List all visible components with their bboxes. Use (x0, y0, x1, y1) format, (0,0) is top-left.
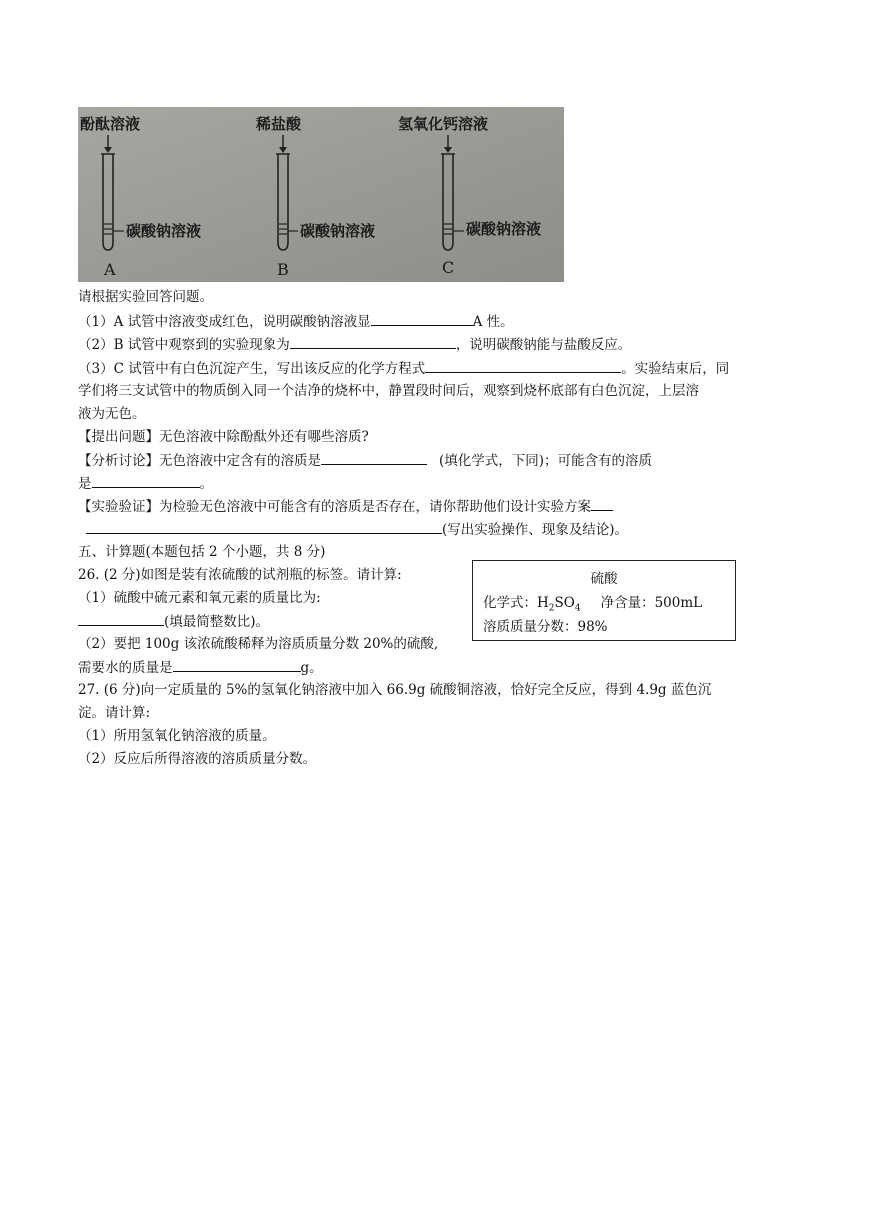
answer-blank-mass-ratio[interactable] (78, 610, 164, 626)
tube-letter-a: A (104, 260, 116, 279)
question-27-part2: （2）反应后所得溶液的溶质质量分数。 (78, 751, 317, 767)
answer-blank-possible-solute[interactable] (92, 472, 200, 488)
question-1: （1）A 试管中溶液变成红色，说明碳酸钠溶液显 A 性。 (78, 310, 514, 333)
label-net-content: 净含量：500mL (600, 595, 703, 611)
analysis-discussion-line2: 是 。 (78, 472, 213, 495)
question-27: 27. (6 分)向一定质量的 5%的氢氧化钠溶液中加入 66.9g 硫酸铜溶液，恰好完全反应，得到 4.9g 蓝色沉 (78, 682, 712, 698)
question-2: （2）B 试管中观察到的实验现象为 ，说明碳酸钠能与盐酸反应。 (78, 333, 631, 356)
question-26-part1: （1）硫酸中硫元素和氧元素的质量比为: (78, 590, 321, 606)
answer-blank-q3[interactable] (425, 357, 621, 373)
question-3-line2: 学们将三支试管中的物质倒入同一个洁净的烧杯中，静置段时间后，观察到烧杯底部有白色沉淀，上层溶 (78, 383, 699, 399)
experiment-verification: 【实验验证】为检验无色溶液中可能含有的溶质是否存在，请你帮助他们设计实验方案 (78, 495, 613, 518)
reagent-label-b: 稀盐酸 (256, 115, 302, 133)
raise-question: 【提出问题】无色溶液中除酚酞外还有哪些溶质? (78, 429, 369, 445)
answer-blank-certain-solute[interactable] (321, 449, 427, 465)
answer-blank-q1[interactable] (371, 310, 473, 326)
answer-blank-plan-start[interactable] (591, 495, 613, 511)
tube-content-label-a: 碳酸钠溶液 (126, 222, 202, 240)
section-5-heading: 五、计算题(本题包括 2 个小题，共 8 分) (78, 544, 326, 560)
reagent-bottle-label (472, 560, 736, 641)
question-3-line3: 液为无色。 (78, 406, 146, 422)
tube-letter-c: C (442, 258, 455, 277)
tube-content-label-b: 碳酸钠溶液 (300, 222, 376, 240)
label-mass-fraction: 溶质质量分数：98% (483, 619, 608, 635)
answer-blank-water-mass[interactable] (173, 656, 301, 672)
question-27-part1: （1）所用氢氧化钠溶液的质量。 (78, 728, 276, 744)
tube-content-label-c: 碳酸钠溶液 (466, 220, 542, 238)
reagent-label-a: 酚酞溶液 (80, 115, 141, 133)
label-title: 硫酸 (590, 571, 618, 587)
reagent-label-c: 氢氧化钙溶液 (398, 115, 489, 133)
test-tube-figure (78, 107, 564, 282)
question-27-line2: 淀。请计算: (78, 705, 151, 721)
analysis-discussion: 【分析讨论】无色溶液中定含有的溶质是 (填化学式，下同)；可能含有的溶质 (78, 449, 652, 472)
question-26-part2: （2）要把 100g 该浓硫酸稀释为溶质质量分数 20%的硫酸, (78, 636, 439, 652)
question-26-part1-line2: (填最简整数比)。 (78, 610, 269, 633)
tube-letter-b: B (277, 260, 289, 279)
label-formula-row: 化学式：$H_2SO_4$ 净含量：500mL (483, 595, 703, 614)
experiment-verification-line2: (写出实验操作、现象及结论)。 (78, 518, 628, 541)
intro-line: 请根据实验回答问题。 (78, 289, 213, 305)
answer-blank-q2[interactable] (290, 333, 456, 349)
answer-blank-plan[interactable] (86, 518, 442, 534)
question-26: 26. (2 分)如图是装有浓硫酸的试剂瓶的标签。请计算: (78, 567, 402, 583)
question-3: （3）C 试管中有白色沉淀产生，写出该反应的化学方程式 。实验结束后，同 (78, 357, 729, 380)
question-26-part2-line2: 需要水的质量是 g。 (78, 656, 323, 679)
